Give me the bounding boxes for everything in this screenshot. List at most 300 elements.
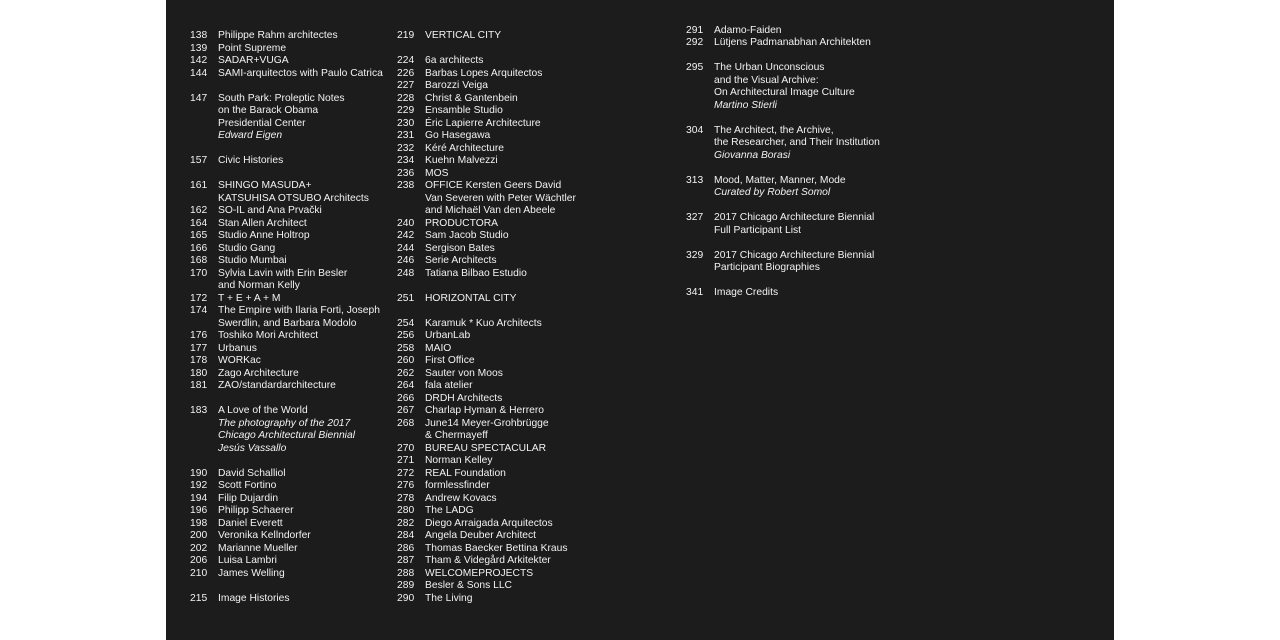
page-number: 251 [397, 292, 415, 304]
page-number: 329 [686, 249, 704, 261]
spacer [397, 43, 597, 56]
entry-title [218, 530, 390, 543]
toc-entry [397, 405, 597, 418]
entry-title [425, 518, 597, 531]
page-number: 181 [190, 380, 208, 391]
entry-title-line: and the Visual Archive: [714, 74, 819, 86]
entry-title-line: PRODUCTORA [425, 217, 499, 229]
entry-title-line: Adamo-Faiden [714, 24, 782, 36]
toc-entry [190, 468, 390, 481]
toc-entry [397, 380, 597, 393]
entry-title-line: SO-IL and Ana Prvački [218, 205, 322, 216]
entry-title-line: The Architect, the Archive, [714, 124, 834, 136]
page-number: 144 [190, 67, 208, 79]
entry-title-line: South Park: Proleptic Notes [218, 92, 345, 104]
entry-title [714, 287, 926, 300]
entry-title [218, 505, 390, 518]
spacer [190, 168, 390, 181]
entry-title [425, 468, 597, 481]
spacer [190, 143, 390, 156]
entry-title-line: The Urban Unconscious [714, 62, 825, 73]
toc-entry [397, 105, 597, 118]
page-number: 202 [190, 542, 208, 554]
toc-entry [190, 493, 390, 506]
page-number: 286 [397, 542, 415, 554]
page-number: 139 [190, 42, 208, 54]
toc-entry [397, 568, 597, 581]
toc-entry [397, 330, 597, 343]
page-number: 190 [190, 467, 208, 479]
toc-entry [397, 130, 597, 143]
entry-title-line: Filip Dujardin [218, 492, 279, 504]
page-number: 192 [190, 480, 208, 491]
spacer [190, 455, 390, 468]
page-number: 341 [686, 287, 704, 298]
entry-title [425, 480, 597, 493]
entry-title-line: Diego Arraigada Arquitectos [425, 517, 553, 529]
page-number: 272 [397, 467, 415, 479]
entry-title [218, 205, 390, 218]
entry-title-line: Barozzi Veiga [425, 80, 488, 91]
entry-title [218, 518, 390, 531]
entry-title-line: and Michaël Van den Abeele [425, 205, 556, 216]
page-number: 280 [397, 505, 415, 516]
entry-title-line: Sergison Bates [425, 242, 495, 254]
entry-title-line: Studio Mumbai [218, 255, 287, 266]
entry-title [425, 293, 597, 306]
entry-title [425, 543, 597, 556]
entry-title-line: 6a architects [425, 55, 484, 66]
page-number: 174 [190, 305, 208, 316]
entry-title [218, 380, 390, 393]
entry-title [425, 568, 597, 581]
entry-title-line: KATSUHISA OTSUBO Architects [218, 192, 369, 204]
entry-title-line: Participant Biographies [714, 262, 820, 273]
entry-title [425, 168, 597, 181]
entry-title [425, 555, 597, 568]
spacer [686, 112, 926, 125]
page-number: 246 [397, 255, 415, 266]
entry-title [425, 343, 597, 356]
entry-title [218, 255, 390, 268]
toc-entry [397, 118, 597, 131]
page-number: 177 [190, 342, 208, 354]
toc-entry [190, 593, 390, 606]
toc-entry [397, 243, 597, 256]
page-number: 198 [190, 517, 208, 529]
toc-entry [397, 255, 597, 268]
page-number: 200 [190, 530, 208, 541]
page-number: 258 [397, 342, 415, 354]
toc-entry [190, 480, 390, 493]
page-number: 210 [190, 567, 208, 579]
entry-title-line: Besler & Sons LLC [425, 580, 512, 591]
entry-title-line: Presidential Center [218, 117, 306, 129]
spacer [686, 50, 926, 63]
entry-title [218, 555, 390, 568]
entry-title-line: 2017 Chicago Architecture Biennial [714, 212, 875, 223]
entry-title [425, 180, 597, 218]
page-number: 256 [397, 330, 415, 341]
entry-title-line: Civic Histories [218, 155, 284, 166]
entry-title [218, 330, 390, 343]
entry-title [218, 218, 390, 231]
page-number: 260 [397, 355, 415, 366]
entry-title-line: Zago Architecture [218, 367, 299, 379]
page-number: 270 [397, 442, 415, 454]
toc-entry [397, 168, 597, 181]
page-number: 170 [190, 267, 208, 279]
entry-title [714, 212, 926, 237]
entry-title [425, 143, 597, 156]
entry-title-line: Tham & Videgård Arkitekter [425, 555, 551, 566]
entry-title-line: Barbas Lopes Arquitectos [425, 67, 543, 79]
entry-title [425, 593, 597, 606]
entry-title [425, 493, 597, 506]
entry-title [218, 180, 390, 205]
toc-entry [397, 593, 597, 606]
page-number: 226 [397, 67, 415, 79]
page-number: 262 [397, 367, 415, 379]
entry-subtitle-line: Giovanna Borasi [714, 149, 791, 161]
toc-entry [397, 343, 597, 356]
entry-title-line: James Welling [218, 567, 285, 579]
entry-title [218, 268, 390, 293]
page-number: 304 [686, 124, 704, 136]
toc-entry [397, 580, 597, 593]
entry-title [218, 293, 390, 306]
entry-title [425, 418, 597, 443]
entry-title [714, 62, 926, 112]
page-number: 282 [397, 517, 415, 529]
entry-title [425, 355, 597, 368]
entry-title-line: formlessfinder [425, 480, 490, 491]
toc-entry [190, 218, 390, 231]
entry-title [218, 243, 390, 256]
page-number: 168 [190, 255, 208, 266]
toc-entry [190, 68, 390, 81]
entry-title [425, 230, 597, 243]
entry-title [425, 68, 597, 81]
toc-entry [397, 493, 597, 506]
entry-title [218, 93, 390, 143]
toc-entry [397, 505, 597, 518]
entry-title [714, 175, 926, 200]
entry-title [218, 43, 390, 56]
toc-entry [190, 55, 390, 68]
entry-title-line: on the Barack Obama [218, 105, 319, 116]
entry-title [714, 37, 926, 50]
toc-entry [686, 62, 926, 112]
page-number: 230 [397, 117, 415, 129]
entry-title-line: the Researcher, and Their Institution [714, 137, 880, 148]
page-number: 254 [397, 317, 415, 329]
entry-title [425, 455, 597, 468]
entry-title-line: Toshiko Mori Architect [218, 330, 319, 341]
entry-title-line: Scott Fortino [218, 480, 277, 491]
entry-title [218, 593, 390, 606]
entry-title-line: SAMI-arquitectos with Paulo Catrica [218, 67, 383, 79]
entry-title [425, 55, 597, 68]
entry-title [714, 125, 926, 163]
entry-title-line: Luisa Lambri [218, 555, 277, 566]
entry-title-line: Urbanus [218, 342, 257, 354]
entry-title-line: Philipp Schaerer [218, 505, 294, 516]
page-number: 287 [397, 555, 415, 566]
entry-title-line: Angela Deuber Architect [425, 530, 537, 541]
spacer [686, 200, 926, 213]
entry-title [218, 30, 390, 43]
entry-title [425, 580, 597, 593]
toc-entry [397, 318, 597, 331]
spacer [190, 580, 390, 593]
entry-title [425, 505, 597, 518]
page-number: 278 [397, 492, 415, 504]
entry-title-line: VERTICAL CITY [425, 30, 502, 41]
toc-entry [190, 268, 390, 293]
toc-entry [190, 243, 390, 256]
toc-entry [686, 212, 926, 237]
entry-title-line: Lütjens Padmanabhan Architekten [714, 37, 871, 48]
page-number: 180 [190, 367, 208, 379]
toc-entry [686, 25, 926, 38]
entry-title [218, 305, 390, 330]
entry-title-line: SADAR+VUGA [218, 55, 289, 66]
entry-subtitle-line: Edward Eigen [218, 130, 283, 141]
entry-title-line: REAL Foundation [425, 467, 506, 479]
page-number: 295 [686, 62, 704, 73]
page-number: 229 [397, 105, 415, 116]
entry-title [714, 25, 926, 38]
entry-title [714, 250, 926, 275]
toc-entry [397, 543, 597, 556]
entry-title [425, 118, 597, 131]
page-number: 227 [397, 80, 415, 91]
page-number: 196 [190, 505, 208, 516]
toc-entry [397, 230, 597, 243]
entry-title-line: T + E + A + M [218, 292, 281, 304]
entry-title [425, 80, 597, 93]
toc-entry [397, 555, 597, 568]
toc-entry [190, 93, 390, 143]
entry-title-line: WORKac [218, 355, 261, 366]
entry-title-line: Full Participant List [714, 224, 801, 236]
entry-title-line: First Office [425, 355, 475, 366]
page-number: 264 [397, 380, 415, 391]
entry-title-line: and Norman Kelly [218, 280, 300, 291]
toc-entry [190, 230, 390, 243]
toc-column-3 [686, 25, 926, 300]
toc-entry [397, 268, 597, 281]
entry-title-line: On Architectural Image Culture [714, 87, 855, 98]
entry-title-line: Image Credits [714, 287, 779, 298]
entry-title-line: A Love of the World [218, 405, 308, 416]
entry-title-line: Kuehn Malvezzi [425, 155, 498, 166]
page-number: 162 [190, 205, 208, 216]
spacer [686, 162, 926, 175]
toc-entry [190, 380, 390, 393]
entry-title-line: UrbanLab [425, 330, 471, 341]
toc-entry [397, 80, 597, 93]
entry-title-line: ZAO/standardarchitecture [218, 380, 336, 391]
entry-title [218, 543, 390, 556]
entry-title-line: Sauter von Moos [425, 367, 503, 379]
page-number: 248 [397, 267, 415, 279]
page-number: 232 [397, 142, 415, 154]
toc-entry [190, 368, 390, 381]
page-number: 289 [397, 580, 415, 591]
toc-entry [190, 30, 390, 43]
entry-title [425, 155, 597, 168]
spacer [686, 275, 926, 288]
page-number: 183 [190, 405, 208, 416]
page-number: 267 [397, 405, 415, 416]
toc-entry [190, 343, 390, 356]
entry-title-line: Marianne Mueller [218, 542, 298, 554]
entry-title-line: Swerdlin, and Barbara Modolo [218, 317, 357, 329]
entry-title-line: Éric Lapierre Architecture [425, 117, 541, 129]
toc-entry [190, 505, 390, 518]
toc-entry [190, 305, 390, 330]
toc-entry [686, 125, 926, 163]
spacer [686, 237, 926, 250]
entry-title-line: Go Hasegawa [425, 130, 491, 141]
entry-subtitle-line: Martino Stierli [714, 99, 777, 111]
entry-title-line: MAIO [425, 342, 452, 354]
page-number: 172 [190, 292, 208, 304]
toc-entry [190, 518, 390, 531]
entry-title-line: Sam Jacob Studio [425, 230, 509, 241]
page-number: 138 [190, 30, 208, 41]
toc-entry [397, 518, 597, 531]
toc-entry [397, 293, 597, 306]
entry-title-line: HORIZONTAL CITY [425, 292, 517, 304]
entry-title-line: Sylvia Lavin with Erin Besler [218, 267, 348, 279]
page-number: 291 [686, 24, 704, 36]
page-number: 231 [397, 130, 415, 141]
toc-entry [397, 368, 597, 381]
entry-title-line: WELCOMEPROJECTS [425, 567, 534, 579]
entry-title-line: fala atelier [425, 380, 473, 391]
toc-entry [397, 468, 597, 481]
toc-entry [686, 175, 926, 200]
toc-entry [190, 43, 390, 56]
page-number: 166 [190, 242, 208, 254]
entry-title [425, 380, 597, 393]
entry-title [218, 55, 390, 68]
entry-title [425, 318, 597, 331]
toc-entry [190, 543, 390, 556]
entry-title-line: Christ & Gantenbein [425, 92, 518, 104]
page-number: 161 [190, 180, 208, 191]
spacer [190, 393, 390, 406]
page-number: 224 [397, 55, 415, 66]
entry-title [425, 368, 597, 381]
entry-title [425, 93, 597, 106]
toc-entry [190, 405, 390, 455]
toc-entry [686, 250, 926, 275]
toc-entry [686, 37, 926, 50]
toc-entry [686, 287, 926, 300]
toc-entry [397, 418, 597, 443]
entry-title-line: Mood, Matter, Manner, Mode [714, 174, 846, 186]
page-number: 271 [397, 455, 415, 466]
entry-title [425, 330, 597, 343]
entry-title-line: Point Supreme [218, 42, 287, 54]
spacer [397, 305, 597, 318]
toc-entry [397, 30, 597, 43]
entry-title-line: Tatiana Bilbao Estudio [425, 267, 527, 279]
entry-title-line: BUREAU SPECTACULAR [425, 442, 547, 454]
toc-entry [397, 393, 597, 406]
entry-subtitle-line: The photography of the 2017 [218, 417, 351, 429]
toc-entry [190, 555, 390, 568]
toc-entry [397, 480, 597, 493]
page-number: 313 [686, 174, 704, 186]
toc-entry [397, 143, 597, 156]
toc-entry [397, 155, 597, 168]
entry-title [425, 130, 597, 143]
entry-title [218, 155, 390, 168]
entry-title [218, 405, 390, 455]
entry-title-line: DRDH Architects [425, 392, 503, 404]
toc-column-2 [397, 30, 597, 605]
toc-entry [397, 455, 597, 468]
toc-entry [190, 530, 390, 543]
entry-title-line: Karamuk * Kuo Architects [425, 317, 542, 329]
entry-title [425, 30, 597, 43]
entry-title [218, 468, 390, 481]
page-number: 157 [190, 155, 208, 166]
page-number: 268 [397, 417, 415, 429]
entry-title-line: Charlap Hyman & Herrero [425, 405, 545, 416]
entry-title-line: Van Severen with Peter Wächtler [425, 192, 576, 204]
entry-title [218, 68, 390, 81]
toc-entry [190, 205, 390, 218]
page-number: 288 [397, 567, 415, 579]
toc-entry [190, 255, 390, 268]
entry-title-line: June14 Meyer-Grohbrügge [425, 417, 549, 429]
page-number: 165 [190, 230, 208, 241]
entry-title-line: Studio Gang [218, 242, 276, 254]
page-number: 242 [397, 230, 415, 241]
page-number: 234 [397, 155, 415, 166]
page-number: 238 [397, 180, 415, 191]
entry-title-line: MOS [425, 167, 449, 179]
entry-title [425, 443, 597, 456]
entry-title-line: The Living [425, 592, 473, 604]
entry-title-line: The LADG [425, 505, 474, 516]
page-number: 240 [397, 217, 415, 229]
entry-title [425, 530, 597, 543]
page-number: 164 [190, 217, 208, 229]
entry-title [425, 268, 597, 281]
entry-title [218, 368, 390, 381]
toc-entry [397, 93, 597, 106]
toc-entry [190, 355, 390, 368]
page-number: 292 [686, 37, 704, 48]
entry-title-line: Kéré Architecture [425, 142, 504, 154]
page-number: 290 [397, 592, 415, 604]
entry-title [218, 493, 390, 506]
entry-title-line: Veronika Kellndorfer [218, 530, 311, 541]
page-number: 215 [190, 592, 208, 604]
toc-entry [397, 68, 597, 81]
entry-title-line: SHINGO MASUDA+ [218, 180, 312, 191]
page-number: 327 [686, 212, 704, 223]
toc-entry [397, 530, 597, 543]
entry-subtitle-line: Chicago Architectural Biennial [218, 430, 355, 441]
